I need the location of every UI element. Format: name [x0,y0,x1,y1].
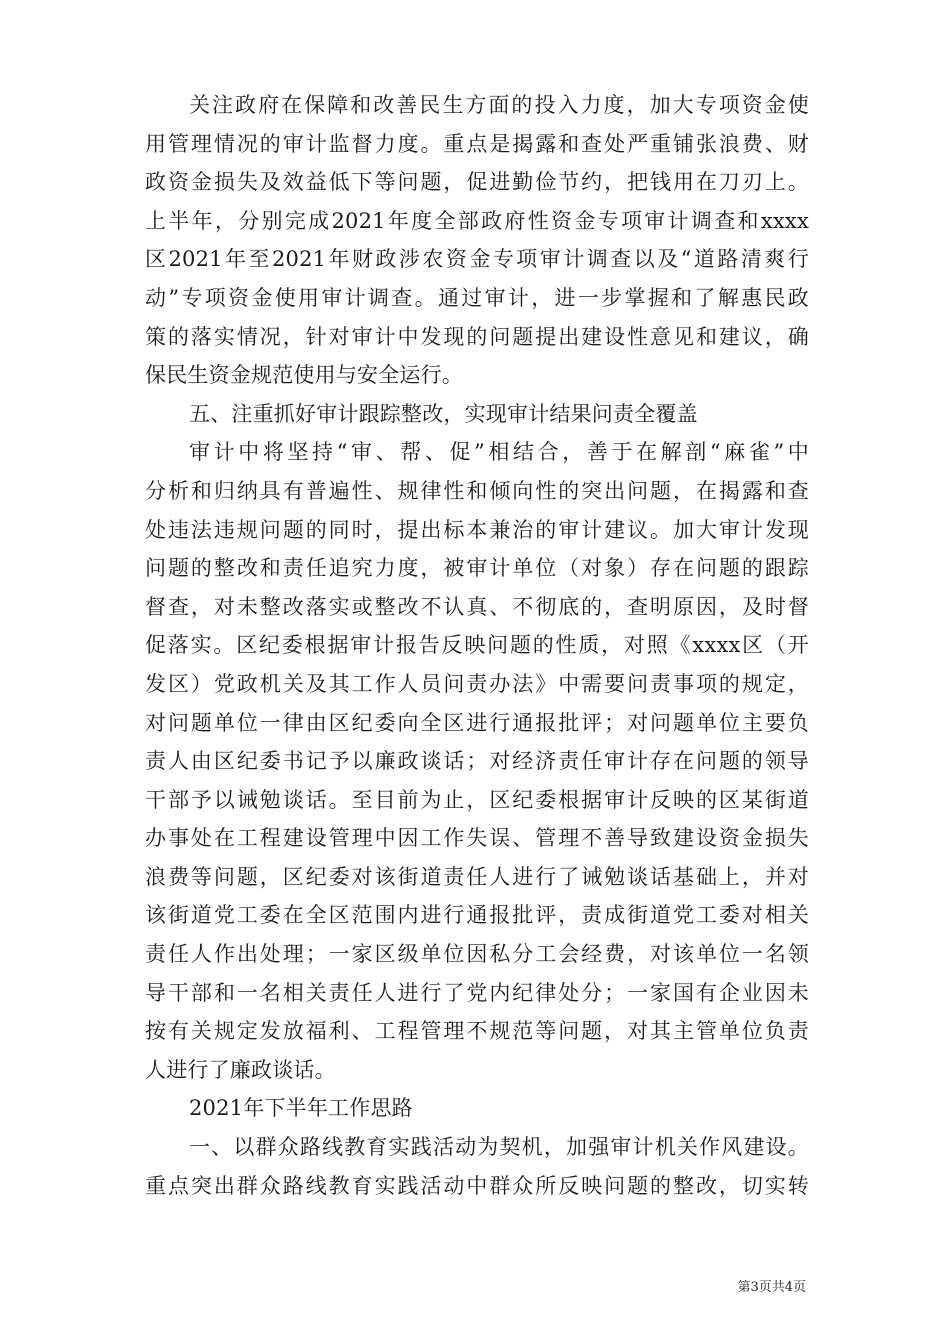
text-line: 重点突出群众路线教育实践活动中群众所反映问题的整改，切实转 [145,1173,809,1198]
text-line: 政资金损失及效益低下等问题，促进勤俭节约，把钱用在刀刃上。 [145,170,809,195]
text-line: 对问题单位一律由区纪委向全区进行通报批评；对问题单位主要负 [145,710,809,735]
text-line: 区2021年至2021年财政涉农资金专项审计调查以及“道路清爽行 [145,247,809,272]
text-line: 2021年下半年工作思路 [189,1096,413,1121]
text-line: 策的落实情况，针对审计中发现的问题提出建设性意见和建议，确 [145,324,809,349]
text-line: 浪费等问题，区纪委对该街道责任人进行了诫勉谈话基础上，并对 [145,864,809,889]
text-line: 问题的整改和责任追究力度，被审计单位（对象）存在问题的跟踪 [145,556,809,581]
text-line: 办事处在工程建设管理中因工作失误、管理不善导致建设资金损失 [145,826,809,851]
text-line: 审计中将坚持“审、帮、促”相结合，善于在解剖“麻雀”中 [189,440,809,465]
text-line: 五、注重抓好审计跟踪整改，实现审计结果问责全覆盖 [189,401,698,426]
text-line: 一、以群众路线教育实践活动为契机，加强审计机关作风建设。 [189,1135,809,1160]
text-line: 处违法违规问题的同时，提出标本兼治的审计建议。加大审计发现 [145,517,809,542]
text-line: 分析和归纳具有普遍性、规律性和倾向性的突出问题，在揭露和查 [145,478,809,503]
text-line: 上半年，分别完成2021年度全部政府性资金专项审计调查和xxxx [145,208,809,233]
text-line: 促落实。区纪委根据审计报告反映问题的性质，对照《xxxx区（开 [145,633,809,658]
document-body [145,86,809,1205]
text-line: 动”专项资金使用审计调查。通过审计，进一步掌握和了解惠民政 [145,285,809,310]
text-line: 导干部和一名相关责任人进行了党内纪律处分；一家国有企业因未 [145,980,809,1005]
text-line: 用管理情况的审计监督力度。重点是揭露和查处严重铺张浪费、财 [145,131,809,156]
text-line: 保民生资金规范使用与安全运行。 [145,363,463,388]
text-line: 人进行了廉政谈话。 [145,1057,336,1082]
text-line: 关注政府在保障和改善民生方面的投入力度，加大专项资金使 [189,93,809,117]
text-line: 责人由区纪委书记予以廉政谈话；对经济责任审计存在问题的领导 [145,749,809,774]
text-line: 督查，对未整改落实或整改不认真、不彻底的，查明原因，及时督 [145,594,809,619]
text-line: 按有关规定发放福利、工程管理不规范等问题，对其主管单位负责 [145,1019,809,1044]
text-line: 发区）党政机关及其工作人员问责办法》中需要问责事项的规定， [145,671,809,696]
text-line: 干部予以诫勉谈话。至目前为止，区纪委根据审计反映的区某街道 [145,787,809,812]
text-line: 责任人作出处理；一家区级单位因私分工会经费，对该单位一名领 [145,942,809,967]
page-number: 第3页共4页 [737,1280,806,1295]
text-line: 该街道党工委在全区范围内进行通报批评，责成街道党工委对相关 [145,903,809,928]
